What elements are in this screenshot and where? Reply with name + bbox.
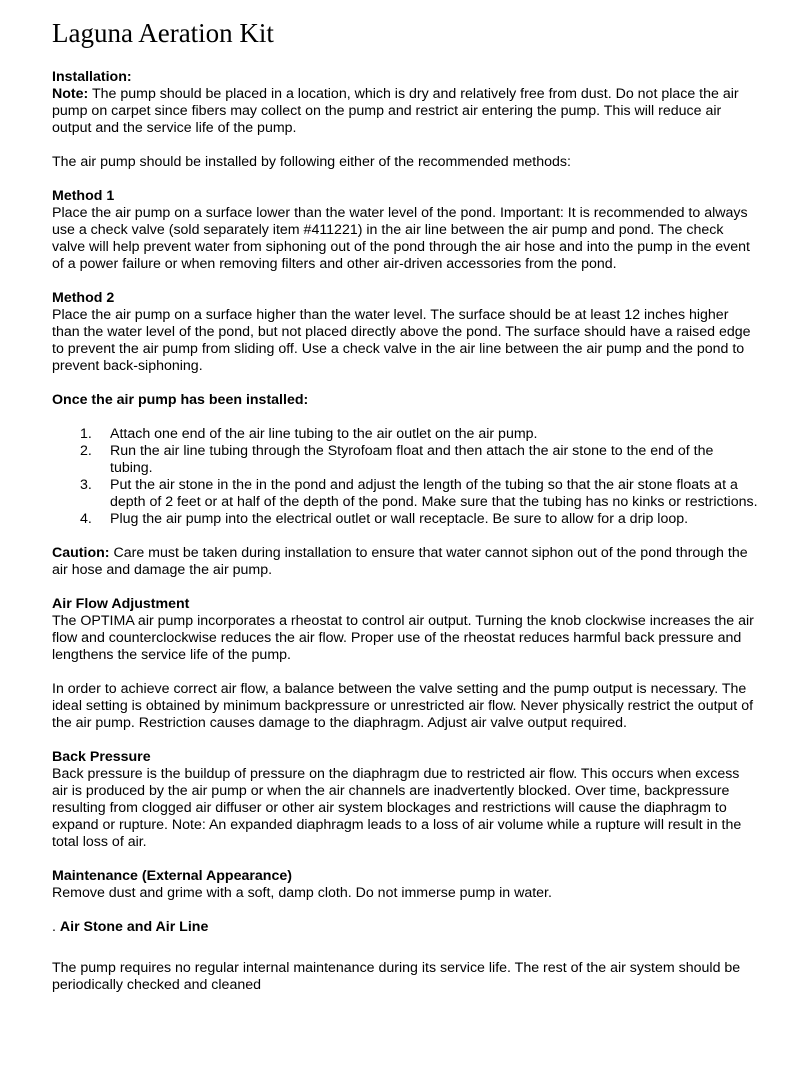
method-2-heading: Method 2 bbox=[52, 290, 115, 306]
back-pressure-section bbox=[52, 749, 758, 851]
installation-note bbox=[52, 86, 758, 137]
air-flow-text-2: In order to achieve correct air flow, a balance between the valve setting and the pump output is necessary. The ideal setting is obtained by minimum backpressure or unrestricted air flow. Never physically restrict the output of the air pump. Restriction causes damage to the diaphragm. Adjust air valve output required. bbox=[52, 681, 754, 731]
note-label: Note: bbox=[52, 86, 89, 102]
step-number: 2. bbox=[80, 443, 92, 459]
method-2-section bbox=[52, 290, 758, 375]
step-number: 1. bbox=[80, 426, 92, 442]
caution-text: Care must be taken during installation to ensure that water cannot siphon out of the pond through the air hose and damage the air pump. bbox=[52, 545, 748, 578]
list-item bbox=[52, 443, 758, 477]
caution-paragraph bbox=[52, 545, 758, 579]
maintenance-section bbox=[52, 868, 758, 902]
air-stone-prefix: . bbox=[52, 919, 60, 935]
method-1-text: Place the air pump on a surface lower than the water level of the pond. Important: It is recommended to always use a check valve (sold separately item #411221) in the air line between the air pump and pond. The check valve will help prevent water from siphoning out of the pond through the air hose and into the pump in the event of a power failure or when removing filters and other air-driven accessories from the pond. bbox=[52, 205, 750, 272]
step-text: Plug the air pump into the electrical outlet or wall receptacle. Be sure to allow for a drip loop. bbox=[110, 511, 689, 527]
air-flow-text-1: The OPTIMA air pump incorporates a rheostat to control air output. Turning the knob clockwise increases the air flow and counterclockwise reduces the air flow. Proper use of the rheostat reduces harmful back pressure and lengthens the service life of the pump. bbox=[52, 613, 754, 663]
list-item bbox=[52, 511, 758, 528]
method-1-heading: Method 1 bbox=[52, 188, 115, 204]
method-1-section bbox=[52, 188, 758, 273]
step-text: Run the air line tubing through the Styrofoam float and then attach the air stone to the end of the tubing. bbox=[110, 443, 714, 476]
back-pressure-text: Back pressure is the buildup of pressure on the diaphragm due to restricted air flow. This occurs when excess air is produced by the air pump or when the air channels are inadvertently blocked. Over time, backpressure resulting from clogged air diffuser or other air system blockages and restrictions will cause the diaphragm to expand or rupture. Note: An expanded diaphragm leads to a loss of air volume while a rupture will result in the total loss of air. bbox=[52, 766, 742, 850]
air-stone-heading-line bbox=[52, 919, 758, 936]
back-pressure-heading: Back Pressure bbox=[52, 749, 151, 765]
maintenance-heading: Maintenance (External Appearance) bbox=[52, 868, 292, 884]
list-item bbox=[52, 426, 758, 443]
installed-heading: Once the air pump has been installed: bbox=[52, 392, 309, 408]
step-number: 4. bbox=[80, 511, 92, 527]
caution-label: Caution: bbox=[52, 545, 110, 561]
method-2-text: Place the air pump on a surface higher than the water level. The surface should be at least 12 inches higher than the water level of the pond, but not placed directly above the pond. The surface should have a raised edge to prevent the air pump from sliding off. Use a check valve in the air line between the air pump and the pond to prevent back-siphoning. bbox=[52, 307, 751, 374]
installation-steps-list bbox=[52, 426, 758, 528]
maintenance-text: Remove dust and grime with a soft, damp cloth. Do not immerse pump in water. bbox=[52, 885, 552, 901]
step-text: Put the air stone in the in the pond and adjust the length of the tubing so that the air stone floats at a depth of 2 feet or at half of the depth of the pond. Make sure that the tubing has no kinks or restrictions. bbox=[110, 477, 758, 510]
air-stone-section bbox=[52, 919, 758, 994]
page-title: Laguna Aeration Kit bbox=[52, 18, 274, 48]
installation-section bbox=[52, 69, 758, 171]
installation-heading: Installation: bbox=[52, 69, 132, 85]
air-flow-section bbox=[52, 596, 758, 732]
air-flow-heading: Air Flow Adjustment bbox=[52, 596, 190, 612]
step-number: 3. bbox=[80, 477, 92, 493]
installation-intro: The air pump should be installed by following either of the recommended methods: bbox=[52, 154, 571, 170]
air-stone-heading: Air Stone and Air Line bbox=[59, 919, 209, 935]
step-text: Attach one end of the air line tubing to the air outlet on the air pump. bbox=[110, 426, 538, 442]
list-item bbox=[52, 477, 758, 511]
air-stone-text: The pump requires no regular internal maintenance during its service life. The rest of the air system should be periodically checked and cleaned bbox=[52, 960, 741, 993]
installed-section bbox=[52, 392, 758, 528]
note-text: The pump should be placed in a location, which is dry and relatively free from dust. Do not place the air pump on carpet since fibers may collect on the pump and restrict air entering the pump. This will reduce air output and the service life of the pump. bbox=[52, 86, 739, 136]
caution-section bbox=[52, 545, 758, 579]
